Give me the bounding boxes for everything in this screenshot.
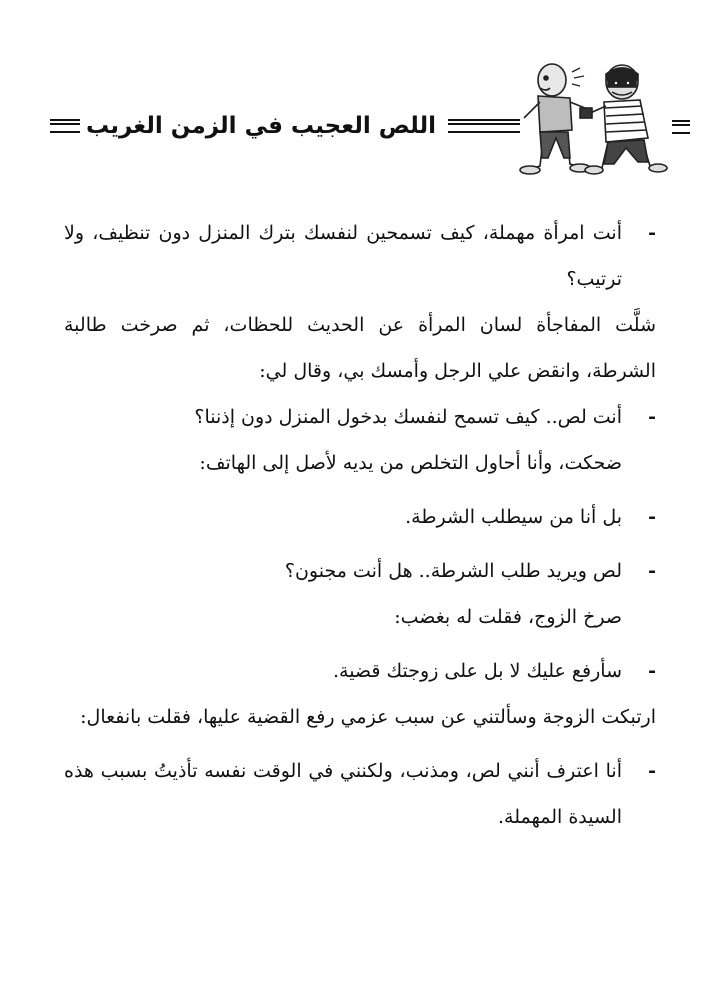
narration-paragraph: شلَّت المفاجأة لسان المرأة عن الحديث للحظات، ثم صرخت طالبة الشرطة، وانقض علي الرجل وأمسك بي، وقال لي: — [64, 314, 656, 382]
thief-and-man-cartoon-icon — [510, 58, 670, 176]
dialogue-dash: - — [648, 760, 656, 782]
dialogue-text: سأرفع عليك لا بل على زوجتك قضية. — [332, 660, 622, 682]
dialogue-dash: - — [648, 222, 656, 244]
dialogue-line — [64, 548, 656, 594]
story-text — [64, 210, 656, 840]
dialogue-line — [64, 394, 656, 440]
narration-paragraph: صرخ الزوج، فقلت له بغضب: — [394, 606, 622, 628]
dialogue-dash: - — [648, 506, 656, 528]
dialogue-line — [64, 494, 656, 540]
chapter-header — [40, 58, 680, 178]
title-rule-left — [50, 119, 80, 133]
dialogue-line — [64, 210, 656, 302]
dialogue-dash: - — [648, 660, 656, 682]
chapter-title: اللص العجيب في الزمن الغريب — [86, 113, 437, 139]
dialogue-dash: - — [648, 560, 656, 582]
dialogue-line — [64, 648, 656, 694]
title-rule-right — [448, 119, 520, 133]
title-rule-far-right — [672, 120, 690, 134]
narration-paragraph: ضحكت، وأنا أحاول التخلص من يديه لأصل إلى الهاتف: — [199, 452, 622, 474]
dialogue-text: أنت امرأة مهملة، كيف تسمحين لنفسك بترك المنزل دون تنظيف، ولا ترتيب؟ — [64, 222, 622, 290]
dialogue-text: لص ويريد طلب الشرطة.. هل أنت مجنون؟ — [284, 560, 622, 582]
dialogue-text: أنت لص.. كيف تسمح لنفسك بدخول المنزل دون إذننا؟ — [194, 406, 622, 428]
dialogue-line — [64, 748, 656, 840]
dialogue-text: بل أنا من سيطلب الشرطة. — [405, 506, 622, 528]
dialogue-text: أنا اعترف أنني لص، ومذنب، ولكنني في الوقت نفسه تأذيتُ بسبب هذه السيدة المهملة. — [64, 760, 622, 828]
dialogue-dash: - — [648, 406, 656, 428]
narration-paragraph: ارتبكت الزوجة وسألتني عن سبب عزمي رفع القضية عليها، فقلت بانفعال: — [80, 706, 656, 728]
title-row — [50, 106, 520, 146]
